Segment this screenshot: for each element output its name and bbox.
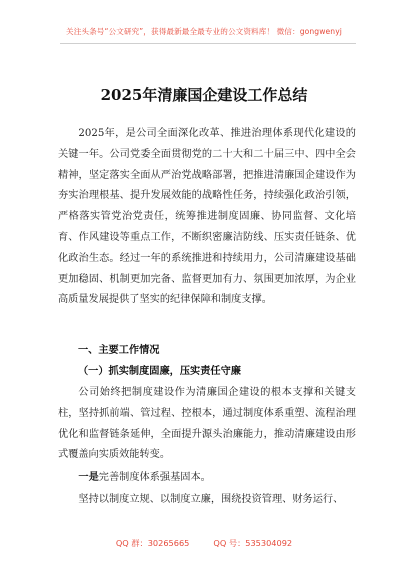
subsection-paragraph: 公司始终把制度建设作为清廉国企建设的根本支撑和关键支柱，坚持抓前端、管过程、控根本，通过制度体系重塑、流程治理优化和监督链条延伸，全面提升源头治廉能力，推动清廉建设由形式覆盖向实质效能转变。	[58, 387, 356, 461]
footer-qq-group: QQ 群：30265665	[115, 538, 190, 548]
document-title: 2025年清廉国企建设工作总结	[100, 86, 308, 104]
header-divider	[60, 43, 356, 44]
point-heading-text: 完善制度体系强基固本。	[98, 472, 211, 483]
section-heading: 一、主要工作情况	[78, 345, 160, 356]
point-heading	[58, 467, 356, 489]
point-lead: 一是	[78, 471, 99, 483]
point-paragraph: 坚持以制度立规、以制度立廉，围绕投资管理、财务运行、	[78, 494, 344, 505]
footer-contact	[0, 538, 408, 549]
footer-qq-number: QQ 号：535304092	[213, 538, 293, 548]
header-promo-text: 关注头条号“公文研究”，获得最新最全最专业的公文资料库！ 微信：gongwenyj	[66, 27, 342, 36]
subsection-heading: （一）抓实制度固廉，压实责任守廉	[78, 366, 241, 377]
intro-paragraph: 2025年，是公司全面深化改革、推进治理体系现代化建设的关键一年。公司党委全面贯彻党的二十大和二十届三中、四中全会精神，坚定落实全面从严治党战略部署，把推进清廉国企建设作为夯实治理根基、提升发展效能的战略性任务，持续强化政治引领，严格落实管党治党责任，统筹推进制度固廉、协同监督、文化培育、作风建设等重点工作，不断织密廉洁防线、压实责任链条、优化政治生态。经过一年的系统推进和持续用力，公司清廉建设基础更加稳固、机制更加完备、监督更加有力、氛围更加浓厚，为企业高质量发展提供了坚实的纪律保障和制度支撑。	[58, 128, 356, 306]
